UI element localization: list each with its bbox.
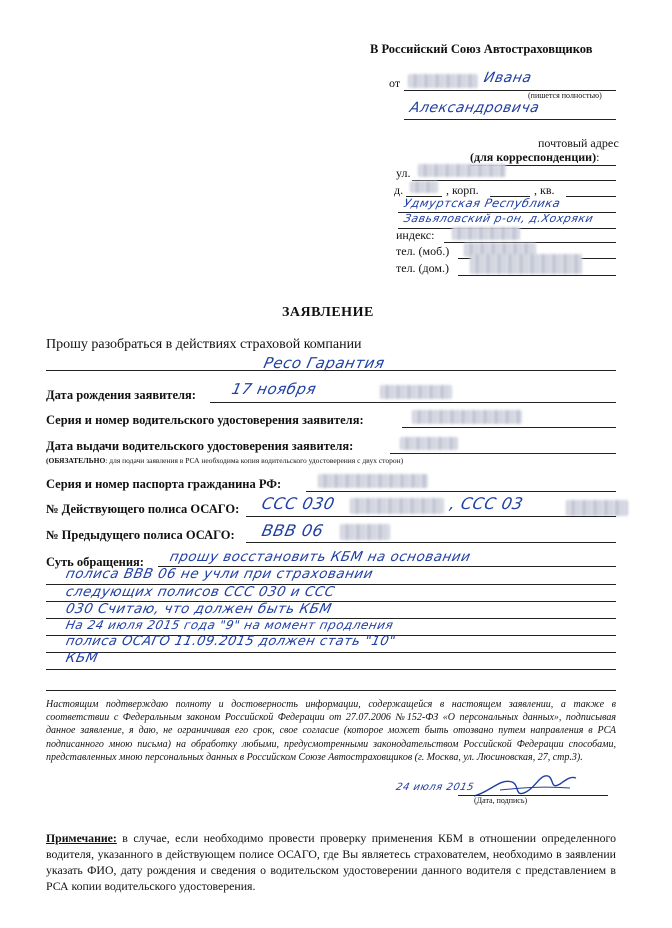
company-underline xyxy=(46,370,616,371)
request-text: Прошу разобраться в действиях страховой компании xyxy=(46,337,362,352)
essence-underline-7 xyxy=(46,669,616,670)
essence-line-3: следующих полисов ССС 030 и ССС xyxy=(64,584,337,600)
region-handwritten-1: Удмуртская Республика xyxy=(402,196,562,210)
license-date-label: Дата выдачи водительского удостоверения заявителя: xyxy=(46,439,354,453)
redacted-phone-home xyxy=(470,254,582,274)
essence-label: Суть обращения: xyxy=(46,555,144,569)
mandatory-bold: (ОБЯЗАТЕЛЬНО xyxy=(46,456,106,465)
document-title: ЗАЯВЛЕНИЕ xyxy=(282,305,374,320)
prev-policy-handwritten: ВВВ 06 xyxy=(259,521,326,540)
apt-underline xyxy=(566,196,616,197)
essence-line-5: На 24 июля 2015 года "9" на момент продления xyxy=(64,618,395,632)
consent-top-rule xyxy=(46,690,616,691)
birth-underline xyxy=(210,402,616,403)
consent-date-handwritten: 24 июля 2015 xyxy=(394,782,476,793)
birth-handwritten: 17 ноября xyxy=(230,380,319,398)
postal-hint: (для корреспонденции) xyxy=(470,150,597,164)
from-hint: (пишется полностью) xyxy=(528,91,602,100)
essence-line-4: 030 Считаю, что должен быть КБМ xyxy=(64,601,334,617)
patronymic-handwritten: Александровича xyxy=(408,100,542,116)
company-handwritten: Ресо Гарантия xyxy=(262,354,387,372)
postal-hint-row xyxy=(470,150,599,165)
redacted-current-policy-1 xyxy=(350,498,444,514)
prev-policy-label: № Предыдущего полиса ОСАГО: xyxy=(46,528,235,542)
essence-underline-6 xyxy=(46,652,616,653)
license-date-underline xyxy=(390,453,616,454)
phone-home-underline xyxy=(458,275,616,276)
date-sign-hint: (Дата, подпись) xyxy=(474,796,528,805)
essence-line-6: полиса ОСАГО 11.09.2015 должен стать "10" xyxy=(64,634,398,649)
region-handwritten-2: Завьяловский р-он, д.Хохряки xyxy=(402,212,595,225)
redacted-birth-year xyxy=(380,385,452,399)
phone-home-label: тел. (дом.) xyxy=(396,261,450,275)
passport-label: Серия и номер паспорта гражданина РФ: xyxy=(46,477,282,491)
mandatory-note xyxy=(46,456,403,465)
essence-line-2: полиса ВВВ 06 не учли при страховании xyxy=(64,566,375,582)
redacted-license xyxy=(412,410,522,424)
current-policy-label: № Действующего полиса ОСАГО: xyxy=(46,502,240,516)
street-underline xyxy=(412,180,616,181)
korp-label: , корп. xyxy=(446,183,479,197)
note-block xyxy=(46,830,616,894)
redacted-surname xyxy=(408,74,478,88)
redacted-prev-policy xyxy=(340,524,390,540)
from-label: от xyxy=(389,76,401,90)
from-name-handwritten: Ивана xyxy=(482,70,534,86)
mandatory-rest: : для подачи заявления в РСА необходима копия водительского удостоверения с двух сторон) xyxy=(105,456,404,465)
note-label: Примечание: xyxy=(46,831,117,845)
note-text: в случае, если необходимо провести проверку применения КБМ в отношении определенного водителя, указанного в действующем полисе ОСАГО, где Вы являетесь страхователем, необходимо в заявлении указать ФИО, дату рождения и сведения о водительском удостоверении данного водителя с представлением в РСА копии водительского удостоверения. xyxy=(46,831,616,893)
current-policy-handwritten-1: ССС 030 xyxy=(259,494,337,513)
redacted-house xyxy=(410,181,438,193)
recipient-line: В Российский Союз Автостраховщиков xyxy=(370,42,593,56)
passport-underline xyxy=(306,491,616,492)
redacted-current-policy-2 xyxy=(566,500,628,516)
redacted-street xyxy=(418,164,506,177)
redacted-license-date xyxy=(400,437,458,450)
birth-label: Дата рождения заявителя: xyxy=(46,388,196,402)
redacted-index xyxy=(452,227,520,240)
consent-text: Настоящим подтверждаю полноту и достоверность информации, содержащейся в настоящем заявлении, а также в соответствии с Федеральным законом Российской Федерации от 27.07.2006 №152-ФЗ «О персональных данных», подписывая данное заявление, я даю, не ограничивая его срок, свое согласие (которое может быть отозвано путем направления в РСА подписанного мною письма) на обработку любыми, предусмотренными законодательством Российской Федерации способами, представленных мною персональных данных в Российском Союзе Автостраховщиков (г. Москва, ул. Люсиновская, 27, стр.3). xyxy=(46,699,616,763)
postal-colon: : xyxy=(596,150,600,164)
patronymic-underline xyxy=(404,119,616,120)
index-label: индекс: xyxy=(396,228,435,242)
apt-label: , кв. xyxy=(534,183,555,197)
current-policy-handwritten-2: , ССС 03 xyxy=(447,494,526,513)
street-label: ул. xyxy=(396,166,411,180)
essence-line-7: КБМ xyxy=(64,650,100,666)
license-underline xyxy=(402,427,616,428)
current-policy-underline xyxy=(246,516,616,517)
prev-policy-underline xyxy=(246,542,616,543)
house-label: д. xyxy=(394,183,404,197)
essence-line-1: прошу восстановить КБМ на основании xyxy=(168,549,473,565)
phone-mob-label: тел. (моб.) xyxy=(396,244,450,258)
redacted-passport xyxy=(318,474,428,488)
license-label: Серия и номер водительского удостоверения заявителя: xyxy=(46,413,364,427)
postal-label: почтовый адрес xyxy=(538,136,619,150)
